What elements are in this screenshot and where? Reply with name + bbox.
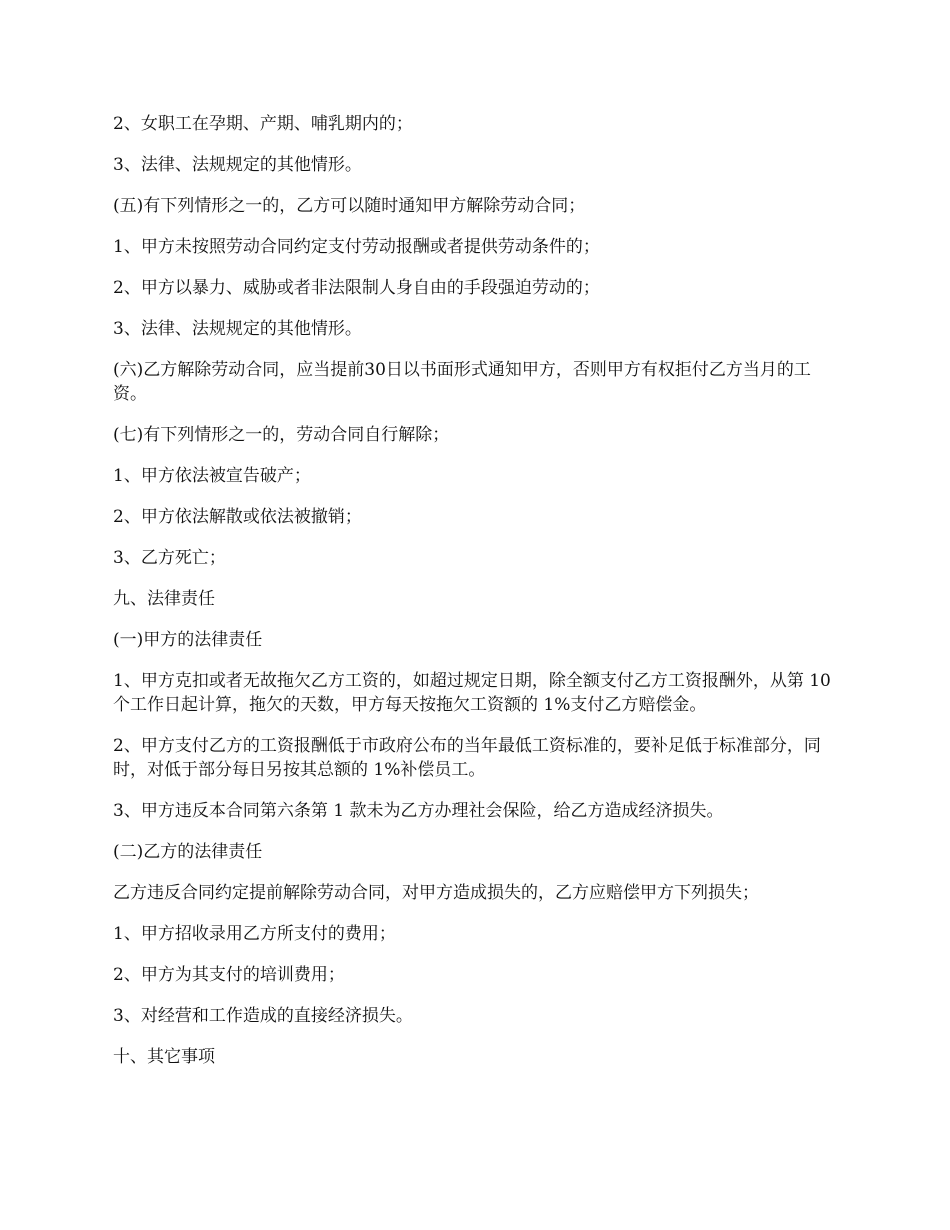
document-body [113, 112, 838, 1069]
paragraph-9: 1、甲方依法被宣告破产； [113, 466, 311, 486]
subsection-heading-1: (一)甲方的法律责任 [113, 630, 263, 650]
paragraph-6: 3、法律、法规规定的其他情形。 [113, 319, 362, 339]
section-heading-9: 九、法律责任 [113, 589, 215, 609]
paragraph-16: 3、甲方违反本合同第六条第 1 款未为乙方办理社会保险，给乙方造成经济损失。 [113, 801, 724, 821]
paragraph-10: 2、甲方依法解散或依法被撤销； [113, 507, 362, 527]
paragraph-5: 2、甲方以暴力、威胁或者非法限制人身自由的手段强迫劳动的； [113, 278, 600, 298]
section-heading-10: 十、其它事项 [113, 1047, 215, 1067]
paragraph-8: (七)有下列情形之一的，劳动合同自行解除； [113, 425, 450, 445]
paragraph-21: 3、对经营和工作造成的直接经济损失。 [113, 1006, 413, 1026]
paragraph-18: 乙方违反合同约定提前解除劳动合同，对甲方造成损失的，乙方应赔偿甲方下列损失； [113, 883, 759, 903]
paragraph-3: (五)有下列情形之一的，乙方可以随时通知甲方解除劳动合同； [113, 196, 586, 216]
paragraph-19: 1、甲方招收录用乙方所支付的费用； [113, 924, 396, 944]
subsection-heading-2: (二)乙方的法律责任 [113, 842, 263, 862]
paragraph-11: 3、乙方死亡； [113, 548, 226, 568]
paragraph-20: 2、甲方为其支付的培训费用； [113, 965, 345, 985]
paragraph-7: (六)乙方解除劳动合同，应当提前30日以书面形式通知甲方，否则甲方有权拒付乙方当月的工资。 [113, 360, 811, 404]
paragraph-2: 3、法律、法规规定的其他情形。 [113, 155, 362, 175]
paragraph-1: 2、女职工在孕期、产期、哺乳期内的； [113, 114, 413, 134]
paragraph-14: 1、甲方克扣或者无故拖欠乙方工资的，如超过规定日期，除全额支付乙方工资报酬外，从第 10 个工作日起计算，拖欠的天数，甲方每天按拖欠工资额的 1%支付乙方赔偿金。 [113, 671, 837, 715]
paragraph-15: 2、甲方支付乙方的工资报酬低于市政府公布的当年最低工资标准的，要补足低于标准部分，同时，对低于部分每日另按其总额的 1%补偿员工。 [113, 736, 821, 780]
paragraph-4: 1、甲方未按照劳动合同约定支付劳动报酬或者提供劳动条件的； [113, 237, 600, 257]
